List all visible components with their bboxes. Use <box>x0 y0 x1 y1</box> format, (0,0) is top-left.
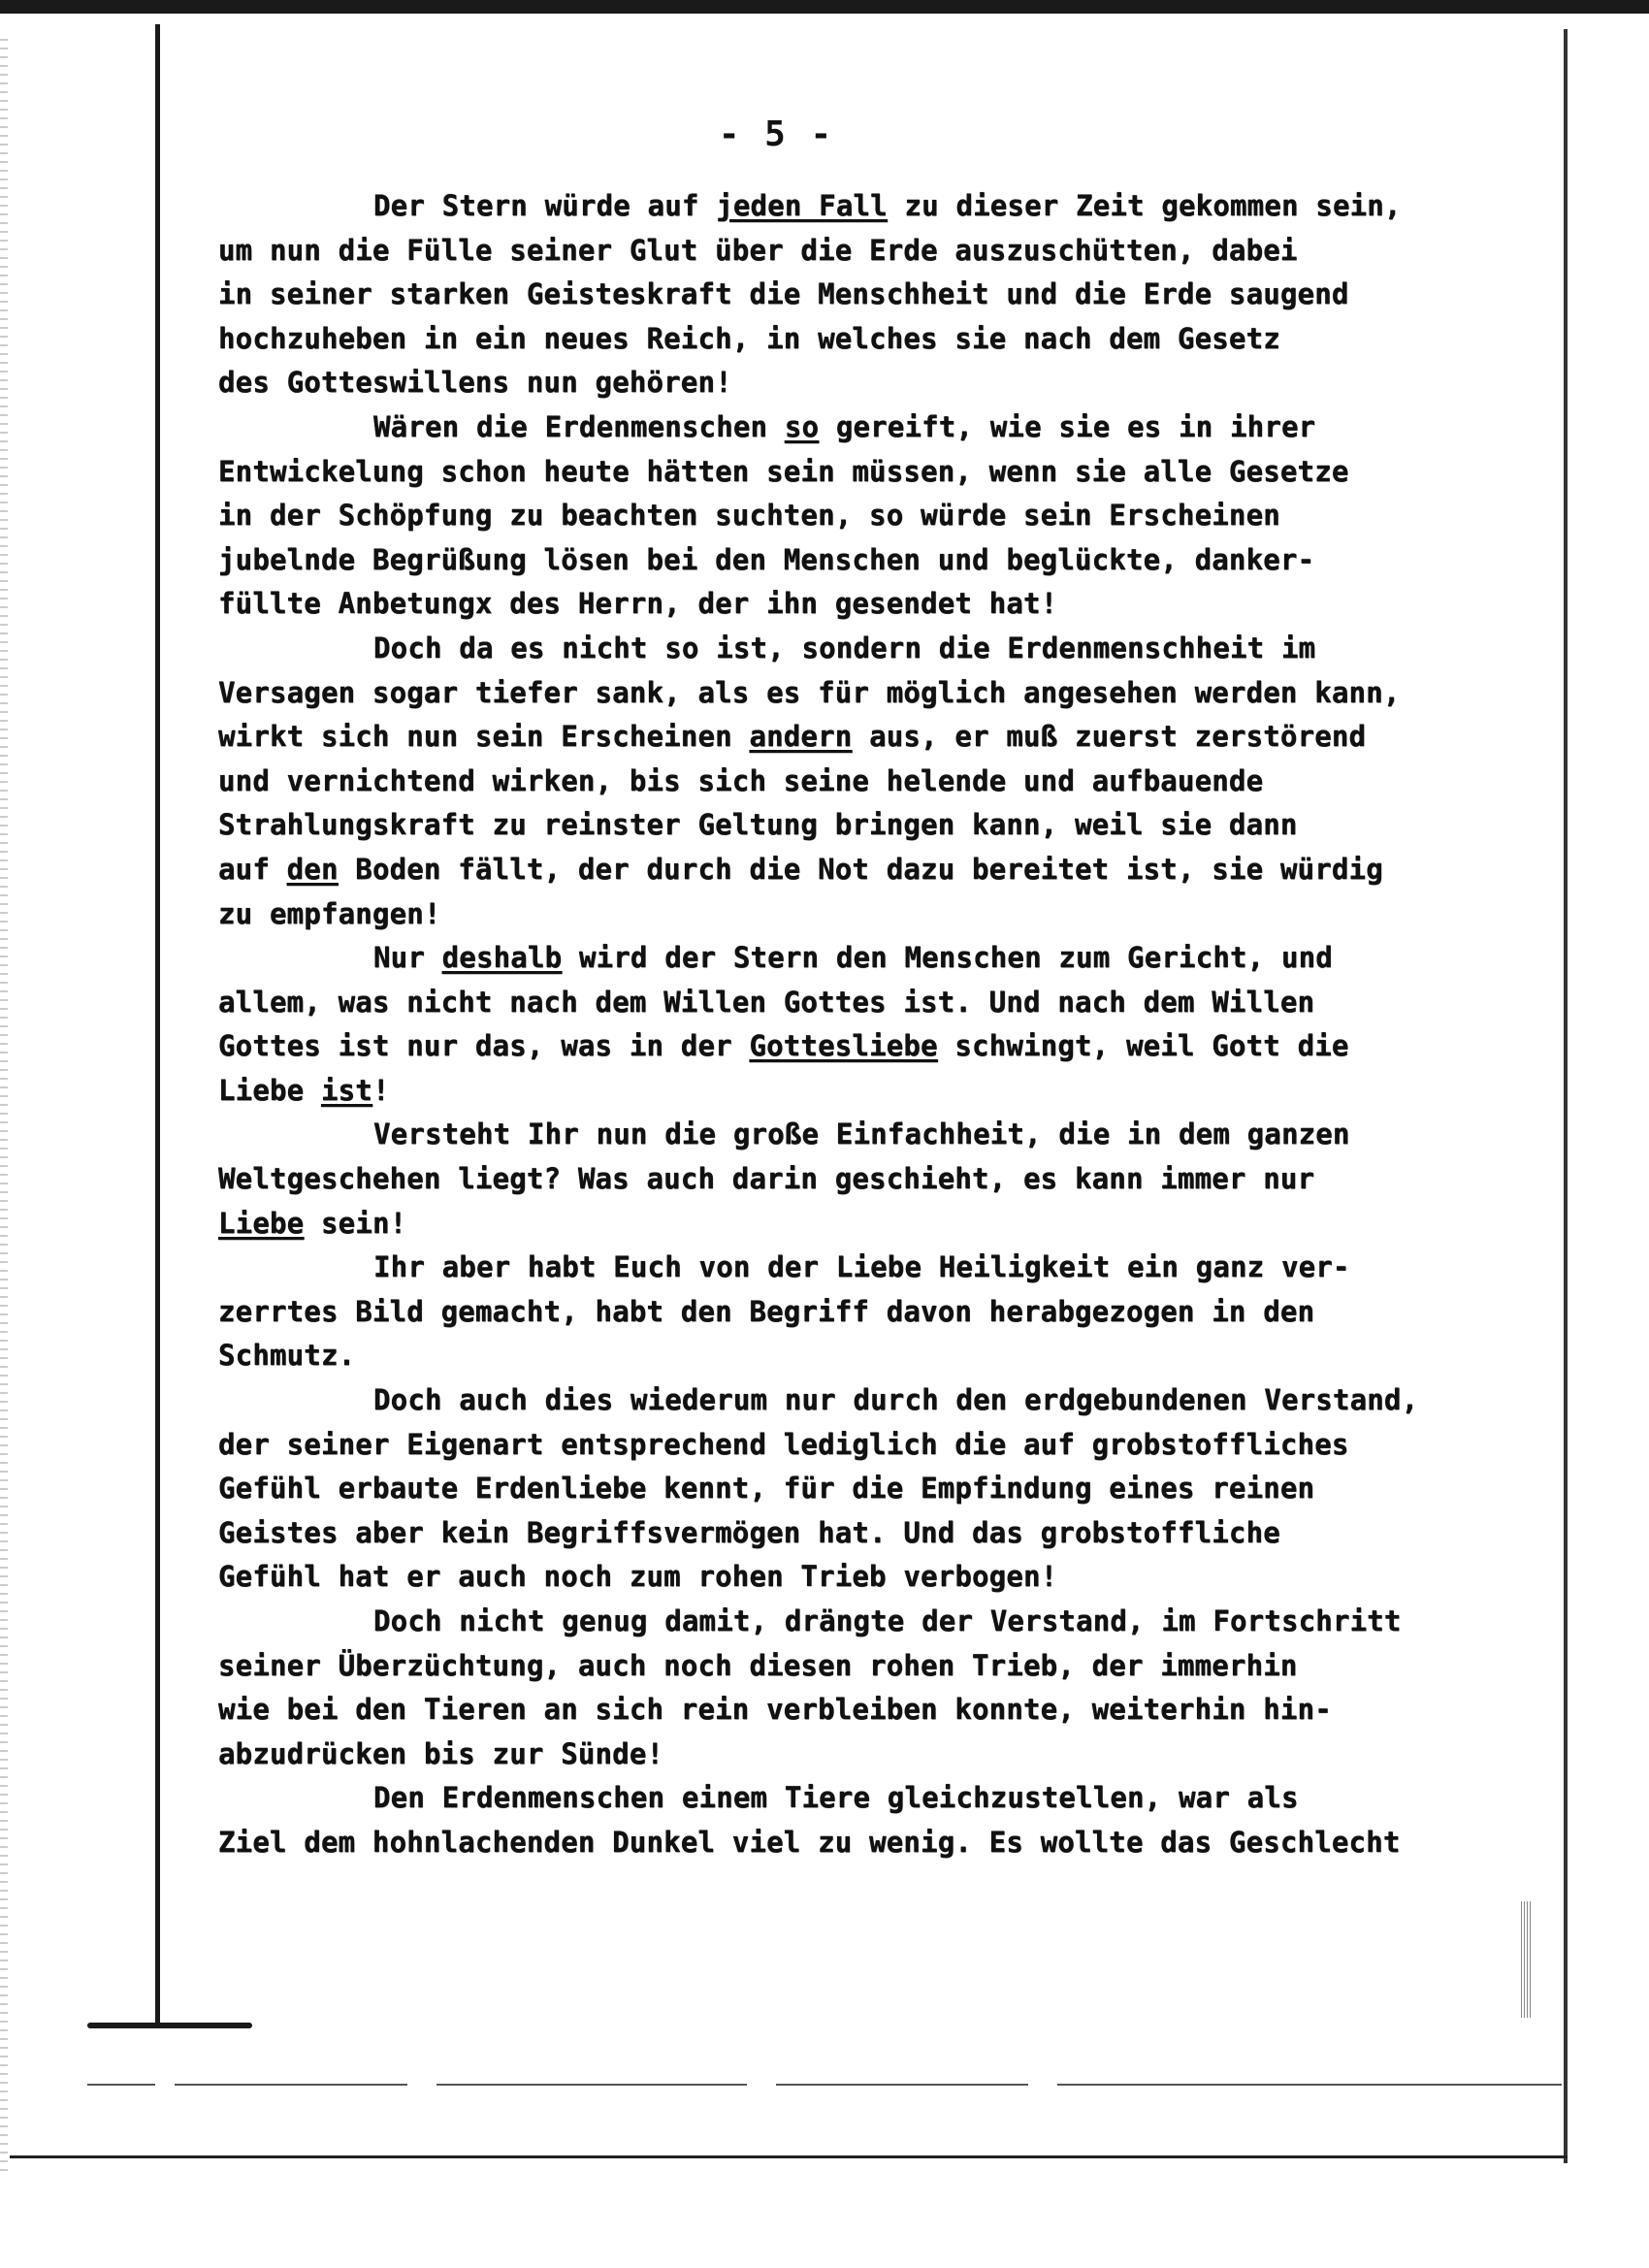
paragraph <box>218 1776 1547 1864</box>
text-segment: Wären die Erdenmenschen <box>373 409 785 443</box>
text-segment: sein! <box>304 1206 407 1240</box>
text-line <box>218 184 1547 229</box>
paragraph <box>218 1378 1547 1600</box>
text-line <box>218 582 1547 627</box>
text-line <box>218 1644 1547 1689</box>
text-segment: wird der Stern den Menschen zum Gericht, und <box>562 941 1333 975</box>
text-segment: hochzuheben in ein neues Reich, in welches sie nach dem Gesetz <box>218 321 1280 355</box>
paragraph <box>218 627 1547 936</box>
text-segment: Liebe <box>218 1073 321 1107</box>
scan-top-border <box>0 0 1649 14</box>
text-segment: der seiner Eigenart entsprechend lediglich die auf grobstoffliches <box>218 1427 1349 1461</box>
text-segment: wirkt sich nun sein Erscheinen <box>218 720 750 754</box>
text-segment: Gefühl hat er auch noch zum rohen Trieb verbogen! <box>218 1560 1058 1594</box>
text-segment: Doch nicht genug damit, drängte der Verstand, im Fortschritt <box>373 1604 1402 1637</box>
text-line <box>218 538 1547 583</box>
text-line <box>218 361 1547 405</box>
text-segment: wie bei den Tieren an sich rein verbleiben konnte, weiterhin hin- <box>218 1693 1332 1727</box>
scan-left-edge <box>0 39 8 2173</box>
text-line <box>218 450 1547 495</box>
text-line <box>218 1688 1547 1733</box>
paragraph <box>218 1600 1547 1776</box>
bottom-dash-line <box>776 2084 1028 2086</box>
text-segment: Entwickelung schon heute hätten sein müssen, wenn sie alle Gesetze <box>218 454 1349 488</box>
text-line <box>218 848 1547 892</box>
text-segment: jubelnde Begrüßung lösen bei den Menschen und beglückte, danker- <box>218 542 1315 576</box>
underlined-emphasis: andern <box>749 720 853 754</box>
page-right-rule <box>1564 29 1568 2163</box>
text-line <box>218 1600 1547 1644</box>
underlined-emphasis: Gottesliebe <box>749 1029 938 1063</box>
text-segment: Geistes aber kein Begriffsvermögen hat. Und das grobstoffliche <box>218 1515 1280 1549</box>
paragraph <box>218 1113 1547 1246</box>
text-segment: zu empfangen! <box>218 896 441 930</box>
text-segment: Versteht Ihr nun die große Einfachheit, die in dem ganzen <box>373 1118 1350 1151</box>
document-body <box>218 184 1547 1865</box>
scan-edge-shadow <box>1521 1901 1533 2018</box>
text-segment: Den Erdenmenschen einem Tiere gleichzustellen, war als <box>373 1781 1299 1815</box>
text-line <box>218 273 1547 317</box>
page-number: - 5 - <box>718 114 834 154</box>
text-line <box>218 1821 1547 1865</box>
page-bottom-rule <box>10 2155 1568 2158</box>
text-line <box>218 1776 1547 1821</box>
text-line <box>218 1555 1547 1600</box>
text-line <box>218 1733 1547 1777</box>
text-segment: um nun die Fülle seiner Glut über die Erde auszuschütten, dabei <box>218 233 1298 267</box>
underlined-emphasis: Liebe <box>218 1206 305 1240</box>
bottom-dash-line <box>1057 2084 1562 2086</box>
text-segment: und vernichtend wirken, bis sich seine helende und aufbauende <box>218 763 1264 797</box>
paragraph <box>218 184 1547 405</box>
text-segment: gereift, wie sie es in ihrer <box>819 409 1316 443</box>
underlined-emphasis: so <box>784 409 820 443</box>
underlined-emphasis: deshalb <box>441 941 563 975</box>
underlined-emphasis: ist <box>320 1073 372 1107</box>
page-left-rule <box>155 24 160 2023</box>
paragraph <box>218 405 1547 627</box>
text-segment: Ziel dem hohnlachenden Dunkel viel zu wenig. Es wollte das Geschlecht <box>218 1825 1401 1859</box>
text-line <box>218 1202 1547 1247</box>
bottom-dash-line <box>436 2084 747 2086</box>
text-line <box>218 1290 1547 1335</box>
text-line <box>218 981 1547 1025</box>
text-segment: Schmutz. <box>218 1339 356 1373</box>
text-segment: Boden fällt, der durch die Not dazu bereitet ist, sie würdig <box>338 852 1383 886</box>
text-line <box>218 803 1547 848</box>
text-line <box>218 1378 1547 1423</box>
text-segment: Ihr aber habt Euch von der Liebe Heiligkeit ein ganz ver- <box>373 1250 1350 1284</box>
text-line <box>218 1423 1547 1468</box>
text-segment: ! <box>372 1073 390 1107</box>
text-segment: Der Stern würde auf <box>373 189 717 222</box>
bottom-dash-line <box>87 2084 155 2086</box>
paragraph <box>218 936 1547 1113</box>
underlined-emphasis: den <box>286 852 339 886</box>
text-segment: seiner Überzüchtung, auch noch diesen rohen Trieb, der immerhin <box>218 1648 1298 1682</box>
text-segment: Strahlungskraft zu reinster Geltung bringen kann, weil sie dann <box>218 808 1298 842</box>
text-line <box>218 1157 1547 1202</box>
text-line <box>218 936 1547 981</box>
text-segment: in seiner starken Geisteskraft die Menschheit und die Erde saugend <box>218 277 1349 311</box>
text-segment: allem, was nicht nach dem Willen Gottes ist. Und nach dem Willen <box>218 985 1315 1019</box>
underlined-emphasis: jeden Fall <box>716 189 888 222</box>
text-line <box>218 1467 1547 1511</box>
text-line <box>218 715 1547 760</box>
text-line <box>218 1246 1547 1290</box>
text-segment: des Gotteswillens nun gehören! <box>218 366 732 400</box>
text-segment: zerrtes Bild gemacht, habt den Begriff davon herabgezogen in den <box>218 1294 1315 1328</box>
text-line <box>218 1511 1547 1556</box>
text-segment: Doch da es nicht so ist, sondern die Erdenmenschheit im <box>373 631 1316 664</box>
text-segment: in der Schöpfung zu beachten suchten, so würde sein Erscheinen <box>218 499 1280 533</box>
text-line <box>218 760 1547 804</box>
text-segment: schwingt, weil Gott die <box>937 1029 1349 1063</box>
text-segment: abzudrücken bis zur Sünde! <box>218 1736 664 1770</box>
text-line <box>218 1334 1547 1378</box>
text-line <box>218 1113 1547 1157</box>
text-segment: auf <box>218 852 287 886</box>
paragraph <box>218 1246 1547 1378</box>
text-segment: Nur <box>373 941 442 975</box>
text-line <box>218 494 1547 538</box>
text-segment: Weltgeschehen liegt? Was auch darin geschieht, es kann immer nur <box>218 1162 1315 1196</box>
text-segment: Doch auch dies wiederum nur durch den erdgebundenen Verstand, <box>373 1383 1419 1417</box>
text-line <box>218 1069 1547 1114</box>
text-line <box>218 892 1547 937</box>
text-segment: Versagen sogar tiefer sank, als es für möglich angesehen werden kann, <box>218 675 1401 709</box>
text-line <box>218 671 1547 716</box>
text-segment: aus, er muß zuerst zerstörend <box>852 720 1367 754</box>
page-left-rule-foot <box>87 2023 252 2028</box>
text-segment: füllte Anbetungx des Herrn, der ihn gesendet hat! <box>218 587 1058 621</box>
text-line <box>218 405 1547 450</box>
text-line <box>218 1024 1547 1069</box>
text-segment: Gefühl erbaute Erdenliebe kennt, für die Empfindung eines reinen <box>218 1472 1315 1506</box>
text-segment: Gottes ist nur das, was in der <box>218 1029 750 1063</box>
text-line <box>218 317 1547 362</box>
bottom-dash-line <box>175 2084 407 2086</box>
text-segment: zu dieser Zeit gekommen sein, <box>887 189 1402 222</box>
text-line <box>218 627 1547 671</box>
text-line <box>218 229 1547 274</box>
